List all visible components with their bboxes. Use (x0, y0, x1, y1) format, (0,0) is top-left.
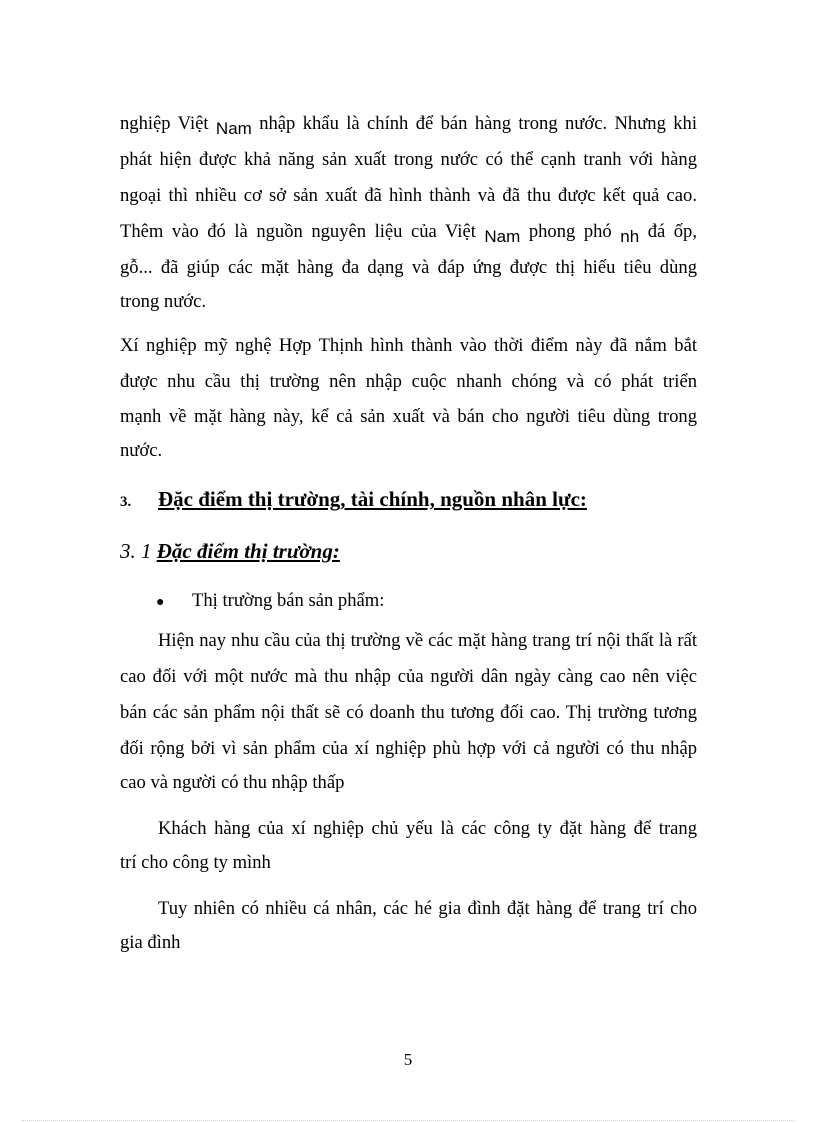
para1-line-5: gỗ... đã giúp các mặt hàng đa dạng và đáp ứng được thị hiếu tiêu dùng (120, 257, 697, 278)
section-3-number: 3. (120, 494, 132, 510)
para1-line-3: ngoại thì nhiều cơ sở sản xuất đã hình thành và đã thu được kết quả cao. (120, 185, 697, 206)
para1-line-1: nghiệp Việt Nam nhập khẩu là chính để bán hàng trong nước. Nhưng khi (120, 113, 698, 138)
para3-line-5: cao và người có thu nhập thấp (120, 772, 345, 793)
section-3-1-number: 3. 1 (120, 539, 157, 563)
para1-line-6: trong nước. (120, 291, 207, 312)
para5-line-1: Tuy nhiên có nhiều cá nhân, các hé gia đình đặt hàng để trang trí cho (158, 898, 697, 919)
page-number: 5 (403, 1050, 413, 1069)
section-3-1-heading (120, 537, 340, 565)
section-3-title: Đặc điểm thị trường, tài chính, nguồn nhân lực: (158, 487, 587, 511)
para2-line-4: nước. (120, 440, 163, 461)
para2-line-2: được nhu cầu thị trường nên nhập cuộc nhanh chóng và có phát triển (120, 371, 697, 392)
para2-line-1: Xí nghiệp mỹ nghệ Hợp Thịnh hình thành vào thời điểm này đã nắm bắt (120, 335, 697, 356)
bullet-icon: ● (156, 595, 165, 610)
page-bottom-divider (22, 1120, 794, 1121)
para3-line-2: cao đối với một nước mà thu nhập của người dân ngày càng cao nên việc (120, 666, 697, 687)
bullet-text: Thị trường bán sản phẩm: (192, 590, 385, 611)
bullet-item (156, 587, 384, 617)
para2-line-3: mạnh về mặt hàng này, kể cả sản xuất và bán cho người tiêu dùng trong (120, 406, 697, 427)
para4-line-1: Khách hàng của xí nghiệp chủ yếu là các công ty đặt hàng để trang (158, 818, 697, 839)
para4-line-2: trí cho công ty mình (120, 852, 271, 873)
para5-line-2: gia đình (120, 932, 181, 953)
section-3-1-title: Đặc điểm thị trường: (156, 539, 340, 563)
section-3-heading (120, 485, 587, 516)
para1-line-2: phát hiện được khả năng sản xuất trong nước có thể cạnh tranh với hàng (120, 149, 697, 170)
para3-line-1: Hiện nay nhu cầu của thị trường về các mặt hàng trang trí nội thất là rất (158, 630, 697, 651)
para3-line-4: đối rộng bởi vì sản phẩm của xí nghiệp phù hợp với cả người có thu nhập (120, 738, 697, 759)
para3-line-3: bán các sản phẩm nội thất sẽ có doanh thu tương đối cao. Thị trường tương (120, 702, 697, 723)
para1-line-4: Thêm vào đó là nguồn nguyên liệu của Việt Nam phong phó nh đá ốp, (120, 221, 698, 246)
